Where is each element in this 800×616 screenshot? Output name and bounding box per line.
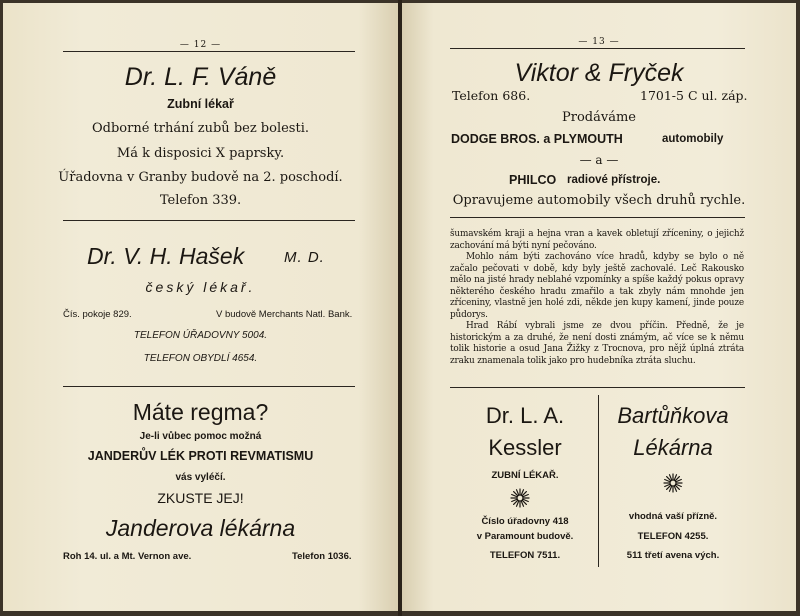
ad-building: V budově Merchants Natl. Bank.	[216, 309, 353, 320]
ad-line: Je-li vůbec pomoc možná	[139, 431, 262, 442]
ad-line: v Paramount budově.	[476, 531, 574, 542]
page-number: — 13 —	[578, 37, 620, 47]
ad-headline: Máte regma?	[132, 399, 269, 425]
ad-phone: Telefon 1036.	[292, 551, 352, 562]
ad-brand: PHILCO	[509, 173, 557, 187]
page-number: — 12 —	[179, 40, 222, 50]
divider	[450, 387, 745, 388]
ad-address: Roh 14. ul. a Mt. Vernon ave.	[63, 551, 192, 562]
ad-brand-suffix: radiové přístroje.	[567, 174, 661, 186]
article-text	[450, 229, 744, 367]
ad-line: JANDERŮV LÉK PROTI REVMATISMU	[87, 449, 314, 463]
ad-line: Opravujeme automobily všech druhů rychle.	[452, 193, 746, 208]
ad-line: Odborné trhání zubů bez bolesti.	[92, 121, 309, 136]
column-divider	[598, 395, 599, 567]
ad-phone: TELEFON 7511.	[489, 550, 561, 561]
ad-phone: Telefon 686.	[452, 88, 531, 103]
divider	[450, 48, 745, 49]
ad-brands: DODGE BROS. a PLYMOUTH	[451, 132, 623, 146]
ad-shop-name: Janderova lékárna	[105, 515, 296, 541]
ad-subtitle: Zubní lékař	[167, 97, 234, 111]
ad-line: Má k disposici X paprsky.	[116, 146, 285, 161]
ad-line: Číslo úřadovny 418	[481, 516, 569, 527]
ad-name-suffix: M. D.	[284, 249, 325, 266]
divider	[63, 51, 355, 52]
ad-name: Bartůňkova	[617, 403, 729, 428]
ad-brands-suffix: automobily	[662, 133, 724, 145]
ad-name: Dr. V. H. Hašek	[87, 243, 245, 269]
article-paragraph: šumavském kraji a hejna vran a kavek obletují zříceniny, o jejichž zachování má býti nyní pečováno.	[450, 229, 744, 251]
ad-address: 511 třetí avena vých.	[626, 550, 720, 561]
divider	[63, 386, 355, 387]
ad-subtitle: český lékař.	[145, 279, 256, 295]
ad-phone-home: TELEFON OBYDLÍ 4654.	[143, 353, 258, 364]
ad-line: Prodáváme	[562, 110, 636, 125]
ad-phone: Telefon 339.	[159, 193, 242, 208]
ad-name: Viktor & Fryček	[514, 59, 684, 87]
article-paragraph: Hrad Rábí vybrali jsme ze dvou příčin. Předně, že je historickým a za druhé, že není dosti známým, ač více se k němu tolik historie a osud Jana Žižky z Trocnova, pro nějž úplná ztráta zraku znamenala tolik jako pro hudebníka ztráta sluchu.	[450, 321, 744, 366]
sunburst-ornament-icon	[510, 488, 530, 508]
left-page	[3, 3, 398, 611]
ad-line: vhodná vaší přízně.	[628, 511, 718, 522]
ad-subtitle: ZUBNÍ LÉKAŘ.	[491, 470, 559, 481]
right-page	[402, 3, 796, 611]
ad-phone-office: TELEFON ÚŘADOVNY 5004.	[133, 330, 268, 341]
ad-line: Úřadovna v Granby budově na 2. poschodí.	[58, 170, 343, 185]
ad-name: Kessler	[488, 435, 562, 460]
divider	[450, 217, 745, 218]
ad-line: vás vyléčí.	[175, 472, 226, 483]
ad-name: Dr. L. A.	[485, 403, 565, 428]
divider	[63, 220, 355, 221]
ad-name: Dr. L. F. Váně	[124, 63, 277, 91]
ad-name: Lékárna	[633, 435, 713, 460]
article-paragraph: Mohlo nám býti zachováno více hradů, kdyby se bylo o ně začalo pečovati v době, kdy byly ještě zachovalé. Leč Rakousko mělo na jisté hrady neblahé vzpomínky a spíše každý pokus opravy některého českého hradu zmařilo a tak zbyly nám mnohde jen zříceniny, vlastně jen holé zdi, někde jen kupy kamení, jinde pouze půdorys.	[450, 252, 744, 320]
sunburst-ornament-icon	[663, 473, 683, 493]
ad-line: ZKUSTE JEJ!	[157, 490, 244, 506]
ad-phone: TELEFON 4255.	[637, 531, 709, 542]
ad-address: 1701-5 C ul. záp.	[640, 88, 748, 103]
ad-line: — a —	[579, 153, 619, 167]
ad-room: Čís. pokoje 829.	[63, 309, 132, 320]
